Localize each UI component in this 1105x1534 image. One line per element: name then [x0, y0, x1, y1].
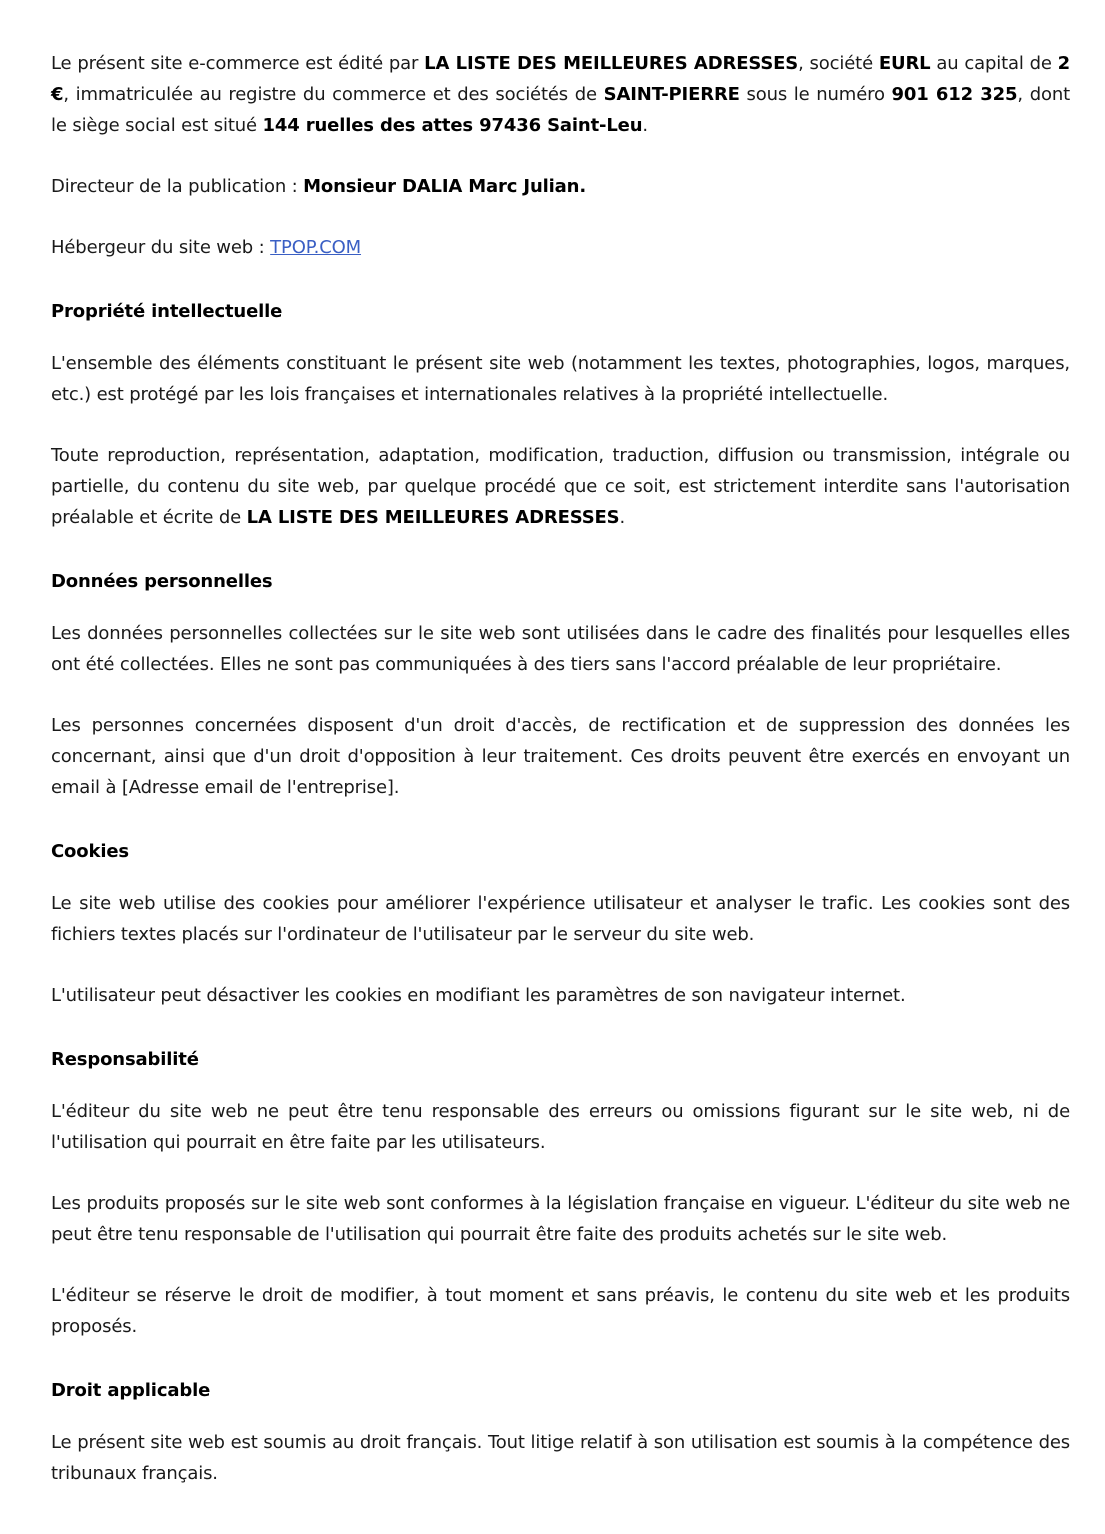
responsibility-paragraph-3: L'éditeur se réserve le droit de modifier, à tout moment et sans préavis, le contenu du site web et les produits proposés.: [51, 1285, 1070, 1337]
text: .: [642, 115, 648, 136]
registration-number: 901 612 325: [891, 84, 1018, 105]
cookies-paragraph-2: L'utilisateur peut désactiver les cookies en modifiant les paramètres de son navigateur internet.: [51, 985, 906, 1006]
section-title-cookies: Cookies: [51, 841, 129, 862]
publisher-paragraph: [51, 48, 1070, 141]
text: Toute reproduction, représentation, adaptation, modification, traduction, diffusion ou transmission, intégrale ou partielle, du contenu du site web, par quelque procédé que ce soit, est strictement interdite sans l'autorisation préalable et écrite de: [51, 445, 1070, 528]
section-title-personal-data: Données personnelles: [51, 571, 273, 592]
ip-paragraph-2: [51, 440, 1070, 533]
director-label: Directeur de la publication :: [51, 176, 304, 197]
head-office-address: 144 ruelles des attes 97436 Saint-Leu: [262, 115, 643, 136]
registry-city: SAINT-PIERRE: [603, 84, 740, 105]
host-paragraph: [51, 232, 1070, 263]
section-title-intellectual-property: Propriété intellectuelle: [51, 301, 283, 322]
text: , dont le siège social est situé: [51, 84, 1071, 136]
cookies-paragraph-1: Le site web utilise des cookies pour améliorer l'expérience utilisateur et analyser le trafic. Les cookies sont des fichiers textes placés sur l'ordinateur de l'utilisateur par le serveur du site web.: [51, 893, 1070, 945]
text: sous le numéro: [739, 84, 892, 105]
data-paragraph-2: Les personnes concernées disposent d'un droit d'accès, de rectification et de suppression des données les concernant, ainsi que d'un droit d'opposition à leur traitement. Ces droits peuvent être exercés en envoyant un email à [Adresse email de l'entreprise].: [51, 715, 1070, 798]
host-link[interactable]: TPOP.COM: [270, 237, 362, 258]
section-title-applicable-law: Droit applicable: [51, 1380, 211, 1401]
text: Le présent site e-commerce est édité par: [51, 53, 425, 74]
text: au capital de: [930, 53, 1058, 74]
company-name: LA LISTE DES MEILLEURES ADRESSES: [424, 53, 799, 74]
capital-amount: 2 €: [51, 53, 1070, 105]
ip-paragraph-1: L'ensemble des éléments constituant le présent site web (notamment les textes, photographies, logos, marques, etc.) est protégé par les lois françaises et internationales relatives à la propriété intellectuelle.: [51, 353, 1070, 405]
host-label: Hébergeur du site web :: [51, 237, 271, 258]
text: , immatriculée au registre du commerce et des sociétés de: [63, 84, 604, 105]
responsibility-paragraph-1: L'éditeur du site web ne peut être tenu responsable des erreurs ou omissions figurant sur le site web, ni de l'utilisation qui pourrait en être faite par les utilisateurs.: [51, 1101, 1070, 1153]
company-name: LA LISTE DES MEILLEURES ADRESSES: [246, 507, 620, 528]
section-title-responsibility: Responsabilité: [51, 1049, 199, 1070]
company-type: EURL: [878, 53, 931, 74]
director-name: Monsieur DALIA Marc Julian.: [303, 176, 587, 197]
law-paragraph-1: Le présent site web est soumis au droit français. Tout litige relatif à son utilisation est soumis à la compétence des tribunaux français.: [51, 1432, 1070, 1484]
director-paragraph: [51, 171, 1070, 202]
text: .: [619, 507, 626, 528]
text: , société: [798, 53, 879, 74]
responsibility-paragraph-2: Les produits proposés sur le site web sont conformes à la législation française en vigueur. L'éditeur du site web ne peut être tenu responsable de l'utilisation qui pourrait être faite des produits achetés sur le site web.: [51, 1193, 1070, 1245]
data-paragraph-1: Les données personnelles collectées sur le site web sont utilisées dans le cadre des finalités pour lesquelles elles ont été collectées. Elles ne sont pas communiquées à des tiers sans l'accord préalable de leur propriétaire.: [51, 623, 1070, 675]
